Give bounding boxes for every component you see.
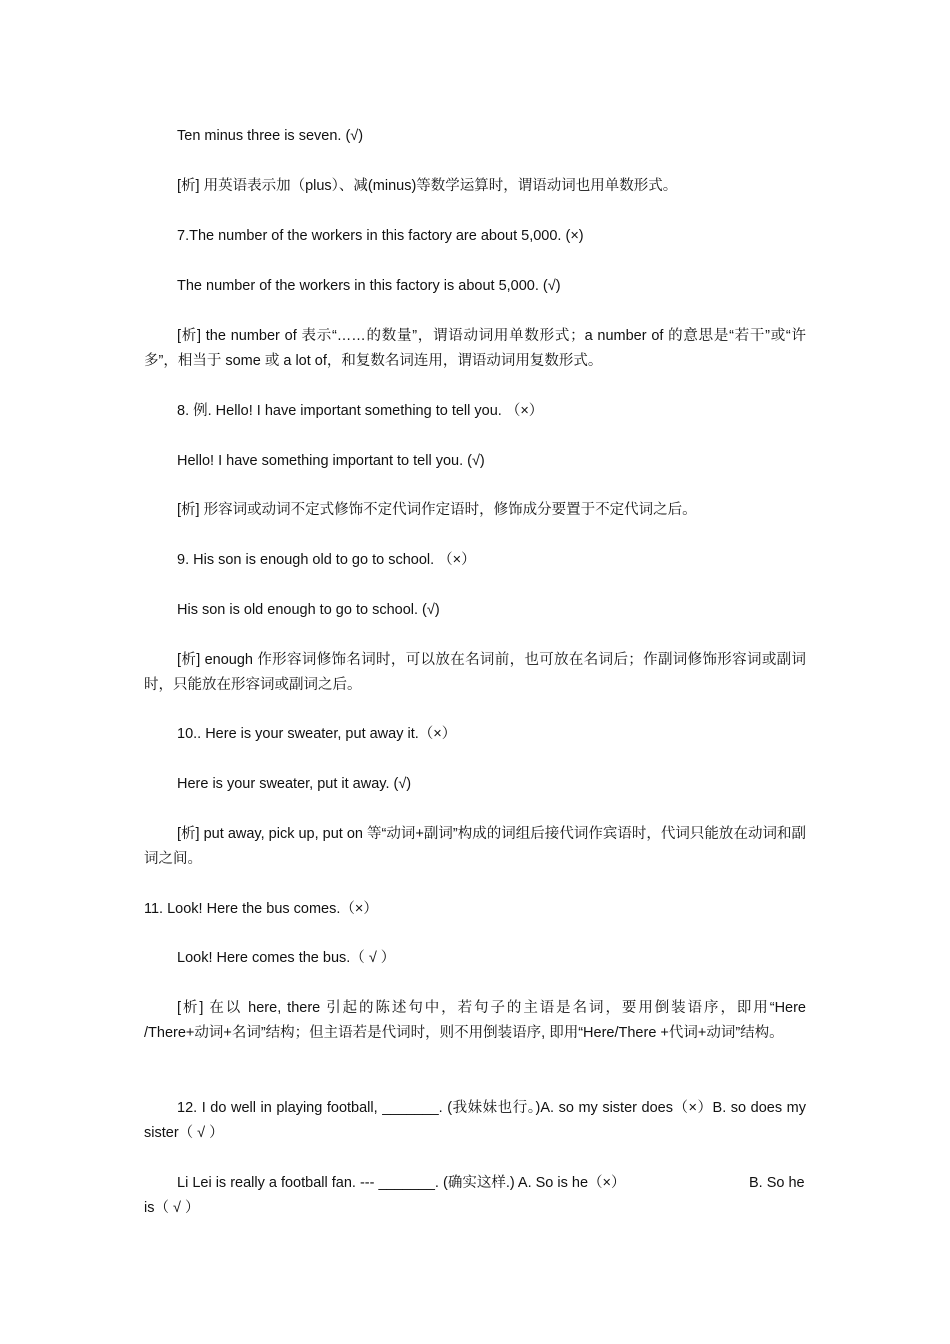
item-9-wrong: 9. His son is enough old to go to school. （×） [177,552,476,568]
item-12b-option-b-line2: is（ √ ） [144,1200,200,1216]
item-8-wrong: 8. 例. Hello! I have important something to tell you. （×） [177,403,544,419]
example-correct-sentence: Ten minus three is seven. (√) [177,128,364,144]
item-10-wrong: 10.. Here is your sweater, put away it.（×） [177,726,457,742]
item-11-wrong: 11. Look! Here the bus comes.（×） [144,901,378,917]
item-12-question: 12. I do well in playing football, _______. (我妹妹也行。)A. so my sister does（×）B. so does my sister（ √ ） [144,1100,806,1141]
item-10-correct: Here is your sweater, put it away. (√) [177,776,412,792]
item-12b-option-b-line1: B. So he [749,1175,805,1191]
item-7-wrong: 7.The number of the workers in this factory are about 5,000. (×) [177,228,584,244]
item-8-analysis: [析] 形容词或动词不定式修饰不定代词作定语时，修饰成分要置于不定代词之后。 [177,502,697,518]
item-7-analysis: [析] the number of 表示“……的数量”，谓语动词用单数形式；a number of 的意思是“若干”或“许多”，相当于 some 或 a lot of，和复数名词连用，谓语动词用复数形式。 [144,328,806,369]
item-10-analysis: [析] put away, pick up, put on 等“动词+副词”构成的词组后接代词作宾语时，代词只能放在动词和副词之间。 [144,826,806,867]
item-9-correct: His son is old enough to go to school. (√) [177,602,440,618]
item-8-correct: Hello! I have something important to tell you. (√) [177,453,485,469]
item-9-analysis: [析] enough 作形容词修饰名词时，可以放在名词前，也可放在名词后；作副词修饰形容词或副词时，只能放在形容词或副词之后。 [144,652,806,693]
item-12b-question: Li Lei is really a football fan. --- _______. (确实这样.) A. So is he（×） [177,1175,626,1191]
item-7-correct: The number of the workers in this factory is about 5,000. (√) [177,278,561,294]
item-11-analysis: [析] 在以 here, there 引起的陈述句中，若句子的主语是名词，要用倒装语序，即用“Here /There+动词+名词”结构；但主语若是代词时，则不用倒装语序, 即用“Here/There +代词+动词”结构。 [144,1000,806,1041]
item-11-correct: Look! Here comes the bus.（ √ ） [177,950,396,966]
analysis-note: [析] 用英语表示加（plus）、减(minus)等数学运算时，谓语动词也用单数形式。 [177,178,678,194]
